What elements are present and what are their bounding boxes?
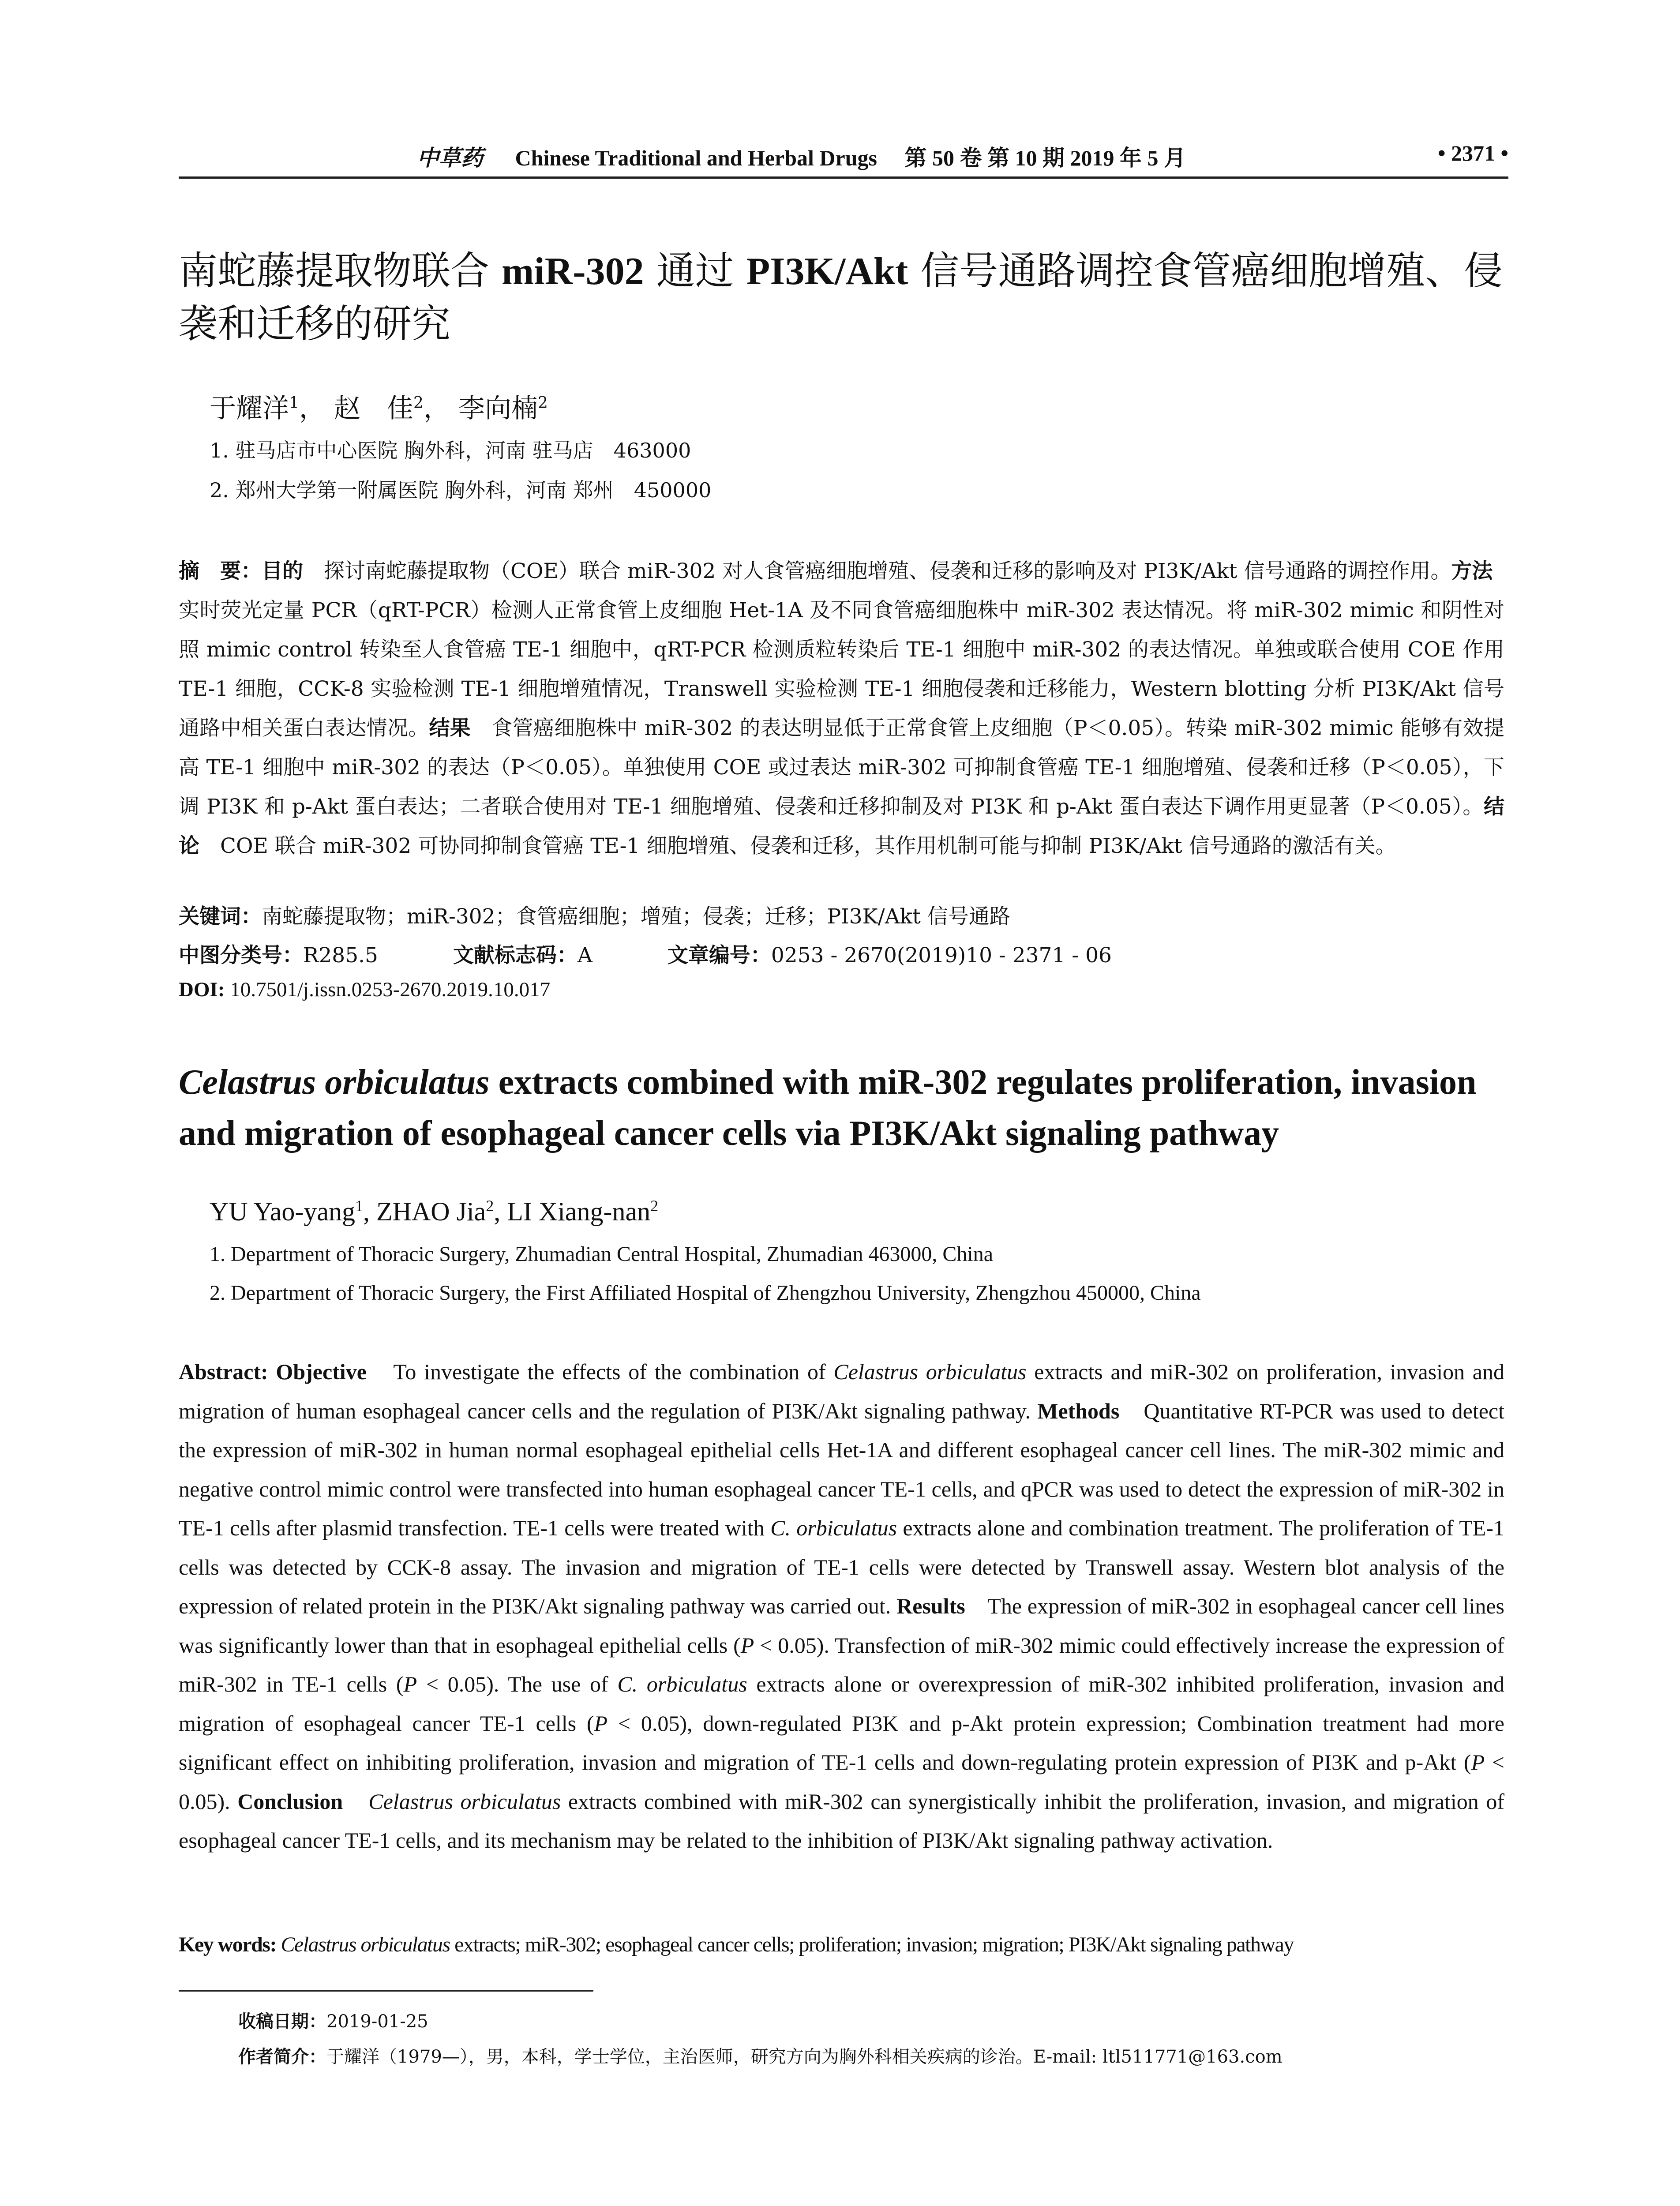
article-value: 0253 - 2670(2019)10 - 2371 - 06 <box>771 943 1112 968</box>
footnote-received <box>238 2007 428 2033</box>
affiliation-cn-1: 1. 驻马店市中心医院 胸外科，河南 驻马店 463000 <box>210 439 691 462</box>
objective-en-label: Objective <box>268 1359 367 1384</box>
author-sup-en: 2 <box>486 1197 494 1215</box>
abstract-en-italic: Celastrus orbiculatus <box>368 1789 561 1814</box>
keywords-en <box>179 1932 1504 1957</box>
methods-label: 方法 <box>1451 559 1493 583</box>
title-cn-part: 通过 <box>644 248 746 293</box>
affiliation-cn-2: 2. 郑州大学第一附属医院 胸外科，河南 郑州 450000 <box>210 478 712 502</box>
title-en-italic: Celastrus orbiculatus <box>179 1063 490 1102</box>
doi-value: 10.7501/j.issn.0253-2670.2019.10.017 <box>225 978 551 1001</box>
abstract-en-text: extracts alone or overexpression of miR-302 inhibited proliferation, invasion and migration of esophageal cancer TE-1 cells ( <box>179 1672 1504 1736</box>
author-sup: 2 <box>537 394 548 412</box>
objective-text: 探讨南蛇藤提取物（COE）联合 miR-302 对人食管癌细胞增殖、侵袭和迁移的影响及对 PI3K/Akt 信号通路的调控作用。 <box>303 559 1451 583</box>
keywords-en-italic: Celastrus orbiculatus <box>276 1933 450 1956</box>
clc-label: 中图分类号： <box>179 943 303 968</box>
abstract-en-text <box>343 1789 368 1814</box>
abstract-en-text: < 0.05), down-regulated PI3K and p-Akt protein expression; Combination treatment had more significant effect on inhibiting proliferation, invasion and migration of TE-1 cells and down-regulating protein expression of PI3K and p-Akt ( <box>179 1711 1504 1775</box>
keywords-en-label: Key words: <box>179 1933 276 1956</box>
abstract-en-text: extracts combined with miR-302 can synergistically inhibit the proliferation, invasion, and migration of esophageal cancer TE-1 cells, and its mechanism may be related to the inhibition of PI3K/Akt signaling pathway activation. <box>179 1789 1505 1853</box>
objective-label: 目的 <box>262 559 303 583</box>
journal-name-cn: 中草药 <box>417 145 483 171</box>
doi-label: DOI: <box>179 978 225 1001</box>
journal-issue: 第 50 卷 第 10 期 2019 年 5 月 <box>904 146 1186 170</box>
author-sup: 1 <box>289 394 299 412</box>
conclusion-text: COE 联合 miR-302 可协同抑制食管癌 TE-1 细胞增殖、侵袭和迁移，其作用机制可能与抑制 PI3K/Akt 信号通路的激活有关。 <box>199 834 1396 858</box>
author-bio-value: 于耀洋（1979—），男，本科，学士学位，主治医师，研究方向为胸外科相关疾病的诊治。E-mail: ltl511771@163.com <box>326 2047 1282 2067</box>
keywords-en-value: extracts; miR-302; esophageal cancer cells; proliferation; invasion; migration; PI3K/Akt signaling pathway <box>450 1933 1294 1956</box>
abstract-en-text: The expression of miR-302 in esophageal cancer cell lines was significantly lower than that in esophageal epithelial cells ( <box>179 1594 1504 1658</box>
running-header <box>179 140 1508 179</box>
authors-cn: 于耀洋$^1$， 赵 佳$^2$， 李向楠$^2$ <box>210 393 548 424</box>
authors-en: YU Yao-yang$^1$, ZHAO Jia$^2$, LI Xiang-nan$^2$ <box>210 1197 659 1226</box>
title-cn <box>179 245 1524 350</box>
abstract-en-text: Quantitative RT-PCR was used to detect the expression of miR-302 in human normal esophageal epithelial cells Het-1A and different esophageal cancer cell lines. The miR-302 mimic and negative control mimic control were transfected into human esophageal cancer TE-1 cells, and qPCR was used to detect the expression of miR-302 in TE-1 cells after plasmid transfection. TE-1 cells were treated with <box>179 1398 1504 1540</box>
author-name: 赵 佳 <box>334 393 413 424</box>
author-sup-en: 1 <box>355 1197 363 1215</box>
abstract-en-italic: P <box>740 1632 754 1658</box>
abstract-en-text: < 0.05). <box>179 1750 1504 1814</box>
author-sup: 2 <box>413 394 424 412</box>
abstract-en-text: To investigate the effects of the combination of <box>366 1359 834 1384</box>
clc-value: R285.5 <box>303 943 378 968</box>
affiliation-en-2: 2. Department of Thoracic Surgery, the First Affiliated Hospital of Zhengzhou University, Zhengzhou 450000, China <box>210 1281 1201 1305</box>
abstract-en-text: extracts alone and combination treatment. The proliferation of TE-1 cells was detected by CCK-8 assay. The invasion and migration of TE-1 cells were detected by Transwell assay. Western blot analysis of the expression of related protein in the PI3K/Akt signaling pathway was carried out. <box>179 1516 1504 1618</box>
title-en <box>179 1057 1524 1159</box>
keywords-cn <box>179 900 1010 930</box>
abstract-en-italic: P <box>403 1672 417 1696</box>
abstract-en-text: extracts and miR-302 on proliferation, invasion and migration of human esophageal cancer cells and the regulation of PI3K/Akt signaling pathway. <box>179 1359 1505 1423</box>
methods-en-label: Methods <box>1037 1398 1120 1423</box>
footnote-rule <box>179 1990 593 1992</box>
page-number: • 2371 • <box>1437 141 1508 165</box>
title-cn-part: PI3K/Akt <box>746 250 908 293</box>
abstract-en-italic: C. orbiculatus <box>617 1672 747 1696</box>
abstract-en-text: < 0.05). Transfection of miR-302 mimic could effectively increase the expression of miR-302 in TE-1 cells ( <box>179 1632 1504 1696</box>
title-cn-part: 信号通路调控食管癌细胞增殖、侵袭和迁移的研究 <box>179 248 1503 346</box>
received-value: 2019-01-25 <box>326 2011 428 2032</box>
footnote-author <box>238 2043 1282 2068</box>
title-cn-part: 南蛇藤提取物联合 <box>179 248 502 293</box>
author-name: 李向楠 <box>458 393 538 424</box>
abstract-en-italic: P <box>594 1711 608 1736</box>
abstract-cn-label: 摘 要： <box>179 559 262 583</box>
doc-value: A <box>577 943 592 968</box>
header-journal <box>417 140 1186 172</box>
title-en-rest: extracts combined with miR-302 regulates proliferation, invasion and migration of esophageal cancer cells via PI3K/Akt signaling pathway <box>179 1063 1477 1153</box>
author-name-en: YU Yao-yang <box>210 1197 355 1226</box>
results-label: 结果 <box>429 716 471 740</box>
author-bio-label: 作者简介： <box>238 2047 326 2067</box>
journal-name-en: Chinese Traditional and Herbal Drugs <box>515 146 877 170</box>
abstract-en-text: < 0.05). The use of <box>417 1672 618 1696</box>
abstract-en-italic: C. orbiculatus <box>770 1516 897 1540</box>
doc-label: 文献标志码： <box>453 943 578 968</box>
classification-line <box>179 939 1112 968</box>
abstract-en-italic: Celastrus orbiculatus <box>833 1359 1027 1384</box>
conclusion-en-label: Conclusion <box>237 1789 343 1814</box>
results-text: 食管癌细胞株中 miR-302 的表达明显低于正常食管上皮细胞（P＜0.05）。转染 miR-302 mimic 能够有效提高 TE-1 细胞中 miR-302 的表达（P＜0.05）。单独使用 COE 或过表达 miR-302 可抑制食管癌 TE-1 细胞增殖、侵袭和迁移（P＜0.05），下调 PI3K 和 p-Akt 蛋白表达；二者联合使用对 TE-1 细胞增殖、侵袭和迁移抑制及对 PI3K 和 p-Akt 蛋白表达下调作用更显著（P＜0.05）。 <box>179 716 1505 819</box>
conclusion-label: 结论 <box>179 795 1504 858</box>
header-rule <box>179 176 1508 179</box>
abstract-cn <box>179 552 1514 866</box>
abstract-en <box>179 1352 1504 1860</box>
author-name: 于耀洋 <box>210 393 289 424</box>
article-label: 文章编号： <box>667 943 771 968</box>
methods-text: 实时荧光定量 PCR（qRT-PCR）检测人正常食管上皮细胞 Het-1A 及不同食管癌细胞株中 miR-302 表达情况。将 miR-302 mimic 和阴性对照 mimic control 转染至人食管癌 TE-1 细胞中，qRT-PCR 检测质粒转染后 TE-1 细胞中 miR-302 的表达情况。单独或联合使用 COE 作用 TE-1 细胞，CCK-8 实验检测 TE-1 细胞增殖情况，Transwell 实验检测 TE-1 细胞侵袭和迁移能力，Western blotting 分析 PI3K/Akt 信号通路中相关蛋白表达情况。 <box>179 559 1514 740</box>
author-name-en: LI Xiang-nan <box>507 1197 651 1226</box>
received-label: 收稿日期： <box>238 2011 326 2032</box>
author-sup-en: 2 <box>650 1197 659 1215</box>
doi-line <box>179 978 550 1002</box>
keywords-cn-value: 南蛇藤提取物；miR-302；食管癌细胞；增殖；侵袭；迁移；PI3K/Akt 信号通路 <box>262 904 1010 929</box>
keywords-cn-label: 关键词： <box>179 904 262 929</box>
affiliation-en-1: 1. Department of Thoracic Surgery, Zhumadian Central Hospital, Zhumadian 463000, China <box>210 1242 994 1266</box>
abstract-en-italic: P <box>1471 1750 1485 1775</box>
author-name-en: ZHAO Jia <box>376 1197 486 1226</box>
results-en-label: Results <box>896 1594 965 1618</box>
title-cn-part: miR-302 <box>501 250 644 293</box>
abstract-en-label: Abstract: <box>179 1359 268 1384</box>
